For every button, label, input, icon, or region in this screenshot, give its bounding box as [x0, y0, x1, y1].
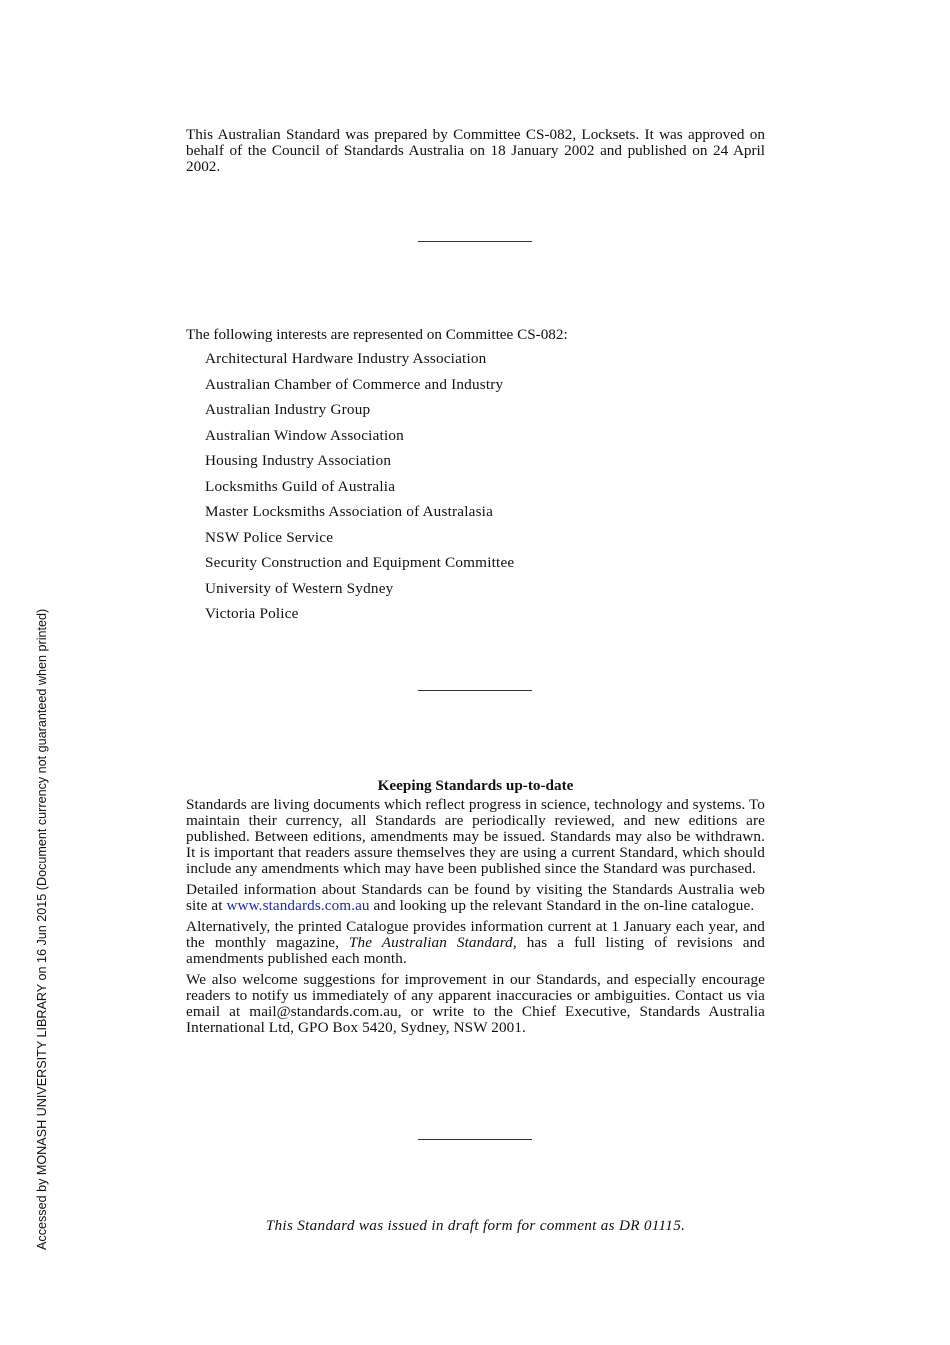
- list-item: University of Western Sydney: [205, 579, 394, 597]
- paragraph-catalogue: [186, 919, 765, 967]
- paragraph-text: Alternatively, the printed Catalogue provides information current at 1 January each year, and the monthly magazine,: [186, 918, 765, 951]
- preamble-paragraph: This Australian Standard was prepared by Committee CS-082, Locksets. It was approved on behalf of the Council of Standards Australia on 18 January 2002 and published on 24 April 2002.: [186, 126, 765, 175]
- list-item: Housing Industry Association: [205, 452, 392, 469]
- paragraph-website: [186, 882, 765, 914]
- website-link[interactable]: www.standards.com.au: [226, 897, 370, 914]
- list-item: NSW Police Service: [205, 528, 334, 546]
- list-item: Master Locksmiths Association of Australasia: [205, 503, 494, 520]
- section-heading: Keeping Standards up-to-date: [377, 777, 574, 794]
- draft-note: This Standard was issued in draft form for comment as DR 01115.: [265, 1217, 686, 1234]
- list-item: Australian Industry Group: [205, 401, 371, 418]
- section-divider: [418, 1139, 532, 1140]
- list-item: Security Construction and Equipment Committee: [205, 554, 515, 571]
- paragraph-currency: Standards are living documents which reflect progress in science, technology and systems. To maintain their currency, all Standards are periodically reviewed, and new editions are published. Between editions, amendments may be issued. Standards may also be withdrawn. It is important that readers assure themselves they are using a current Standard, which should include any amendments which may have been published since the Standard was purchased.: [186, 796, 765, 877]
- access-watermark: Accessed by MONASH UNIVERSITY LIBRARY on 16 Jun 2015 (Document currency not guaranteed when printed): [35, 608, 49, 1250]
- magazine-title: The Australian Standard: [349, 934, 513, 951]
- list-item: Australian Chamber of Commerce and Industry: [205, 375, 504, 393]
- list-item: Australian Window Association: [205, 426, 404, 444]
- keeping-up-to-date-body: [186, 797, 765, 1041]
- list-item: Architectural Hardware Industry Association: [205, 350, 487, 367]
- section-divider: [418, 690, 532, 691]
- committee-members-list: [205, 350, 514, 631]
- committee-intro: The following interests are represented on Committee CS-082:: [186, 326, 568, 343]
- paragraph-text: and looking up the relevant Standard in the on-line catalogue.: [369, 897, 755, 914]
- paragraph-feedback: We also welcome suggestions for improvement in our Standards, and especially encourage readers to notify us immediately of any apparent inaccuracies or ambiguities. Contact us via email at mail@standards.com.au, or write to the Chief Executive, Standards Australia International Ltd, GPO Box 5420, Sydney, NSW 2001.: [186, 971, 765, 1036]
- paragraph-text: , has a full listing of revisions and amendments published each month.: [186, 934, 765, 967]
- paragraph-text: Detailed information about Standards can be found by visiting the Standards Australia web site at: [186, 881, 765, 914]
- section-divider: [418, 241, 532, 242]
- list-item: Victoria Police: [205, 605, 299, 622]
- list-item: Locksmiths Guild of Australia: [205, 477, 396, 495]
